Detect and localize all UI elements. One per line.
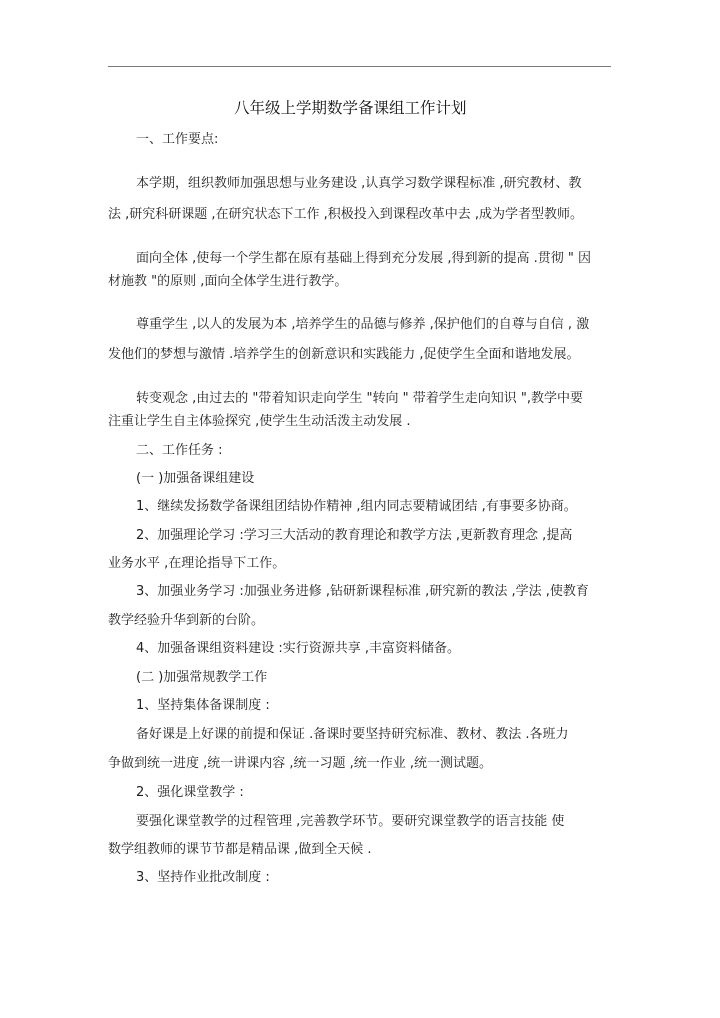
- list-item: 3、坚持作业批改制度 :: [136, 870, 270, 885]
- list-item: 1、继续发扬数学备课组团结协作精神 ,组内同志要精诚团结 ,有事要多协商。: [136, 499, 577, 514]
- paragraph-line: 转变观念 ,由过去的 "带着知识走向学生 "转向 " 带着学生走向知识 ",教学中要: [136, 391, 583, 406]
- subsection-heading: (一 )加强备课组建设: [136, 471, 255, 486]
- subsection-heading: (二 )加强常规教学工作: [136, 670, 268, 685]
- paragraph-line: 备好课是上好课的前提和保证 .备课时要坚持研究标准、教材、教法 .各班力: [136, 727, 569, 742]
- page-title: 八年级上学期数学备课组工作计划: [234, 99, 467, 117]
- paragraph-line: 面向全体 ,使每一个学生都在原有基础上得到充分发展 ,得到新的提高 .贯彻 " 因: [136, 251, 592, 266]
- paragraph-line: 尊重学生 ,以人的发展为本 ,培养学生的品德与修养 ,保护他们的自尊与自信 , 激: [136, 317, 590, 332]
- paragraph-line: 争做到统一进度 ,统一讲课内容 ,统一习题 ,统一作业 ,统一测试题。: [108, 756, 493, 771]
- paragraph-line: 发他们的梦想与激情 .培养学生的创新意识和实践能力 ,促使学生全面和谐地发展。: [108, 347, 580, 362]
- paragraph-line: 注重让学生自主体验探究 ,使学生生动活泼主动发展 .: [108, 414, 411, 429]
- paragraph-line: 要强化课堂教学的过程管理 ,完善教学环节。要研究课堂教学的语言技能 使: [136, 814, 565, 829]
- header-rule: [108, 66, 611, 67]
- list-item: 4、加强备课组资料建设 :实行资源共享 ,丰富资料储备。: [136, 641, 461, 656]
- list-item: 2、加强理论学习 :学习三大活动的教育理论和教学方法 ,更新教育理念 ,提高: [136, 528, 573, 543]
- section-heading: 一、工作要点:: [136, 132, 219, 147]
- paragraph-line: 法 ,研究科研课题 ,在研究状态下工作 ,积极投入到课程改革中去 ,成为学者型教师。: [108, 207, 584, 222]
- paragraph-line: 材施教 "的原则 ,面向全体学生进行教学。: [108, 274, 348, 289]
- paragraph-line: 教学经验升华到新的台阶。: [108, 613, 265, 628]
- list-item: 1、坚持集体备课制度 :: [136, 698, 270, 713]
- list-item: 2、强化课堂教学 :: [136, 785, 244, 800]
- paragraph-line: 业务水平 ,在理论指导下工作。: [108, 556, 286, 571]
- paragraph-line: 本学期，组织教师加强思想与业务建设 ,认真学习数学课程标准 ,研究教材、教: [136, 176, 582, 191]
- section-heading: 二、工作任务 :: [136, 443, 223, 458]
- list-item: 3、加强业务学习 :加强业务进修 ,钻研新课程标准 ,研究新的教法 ,学法 ,使教育: [136, 584, 589, 599]
- paragraph-line: 数学组教师的课节节都是精品课 ,做到全天候 .: [108, 842, 372, 857]
